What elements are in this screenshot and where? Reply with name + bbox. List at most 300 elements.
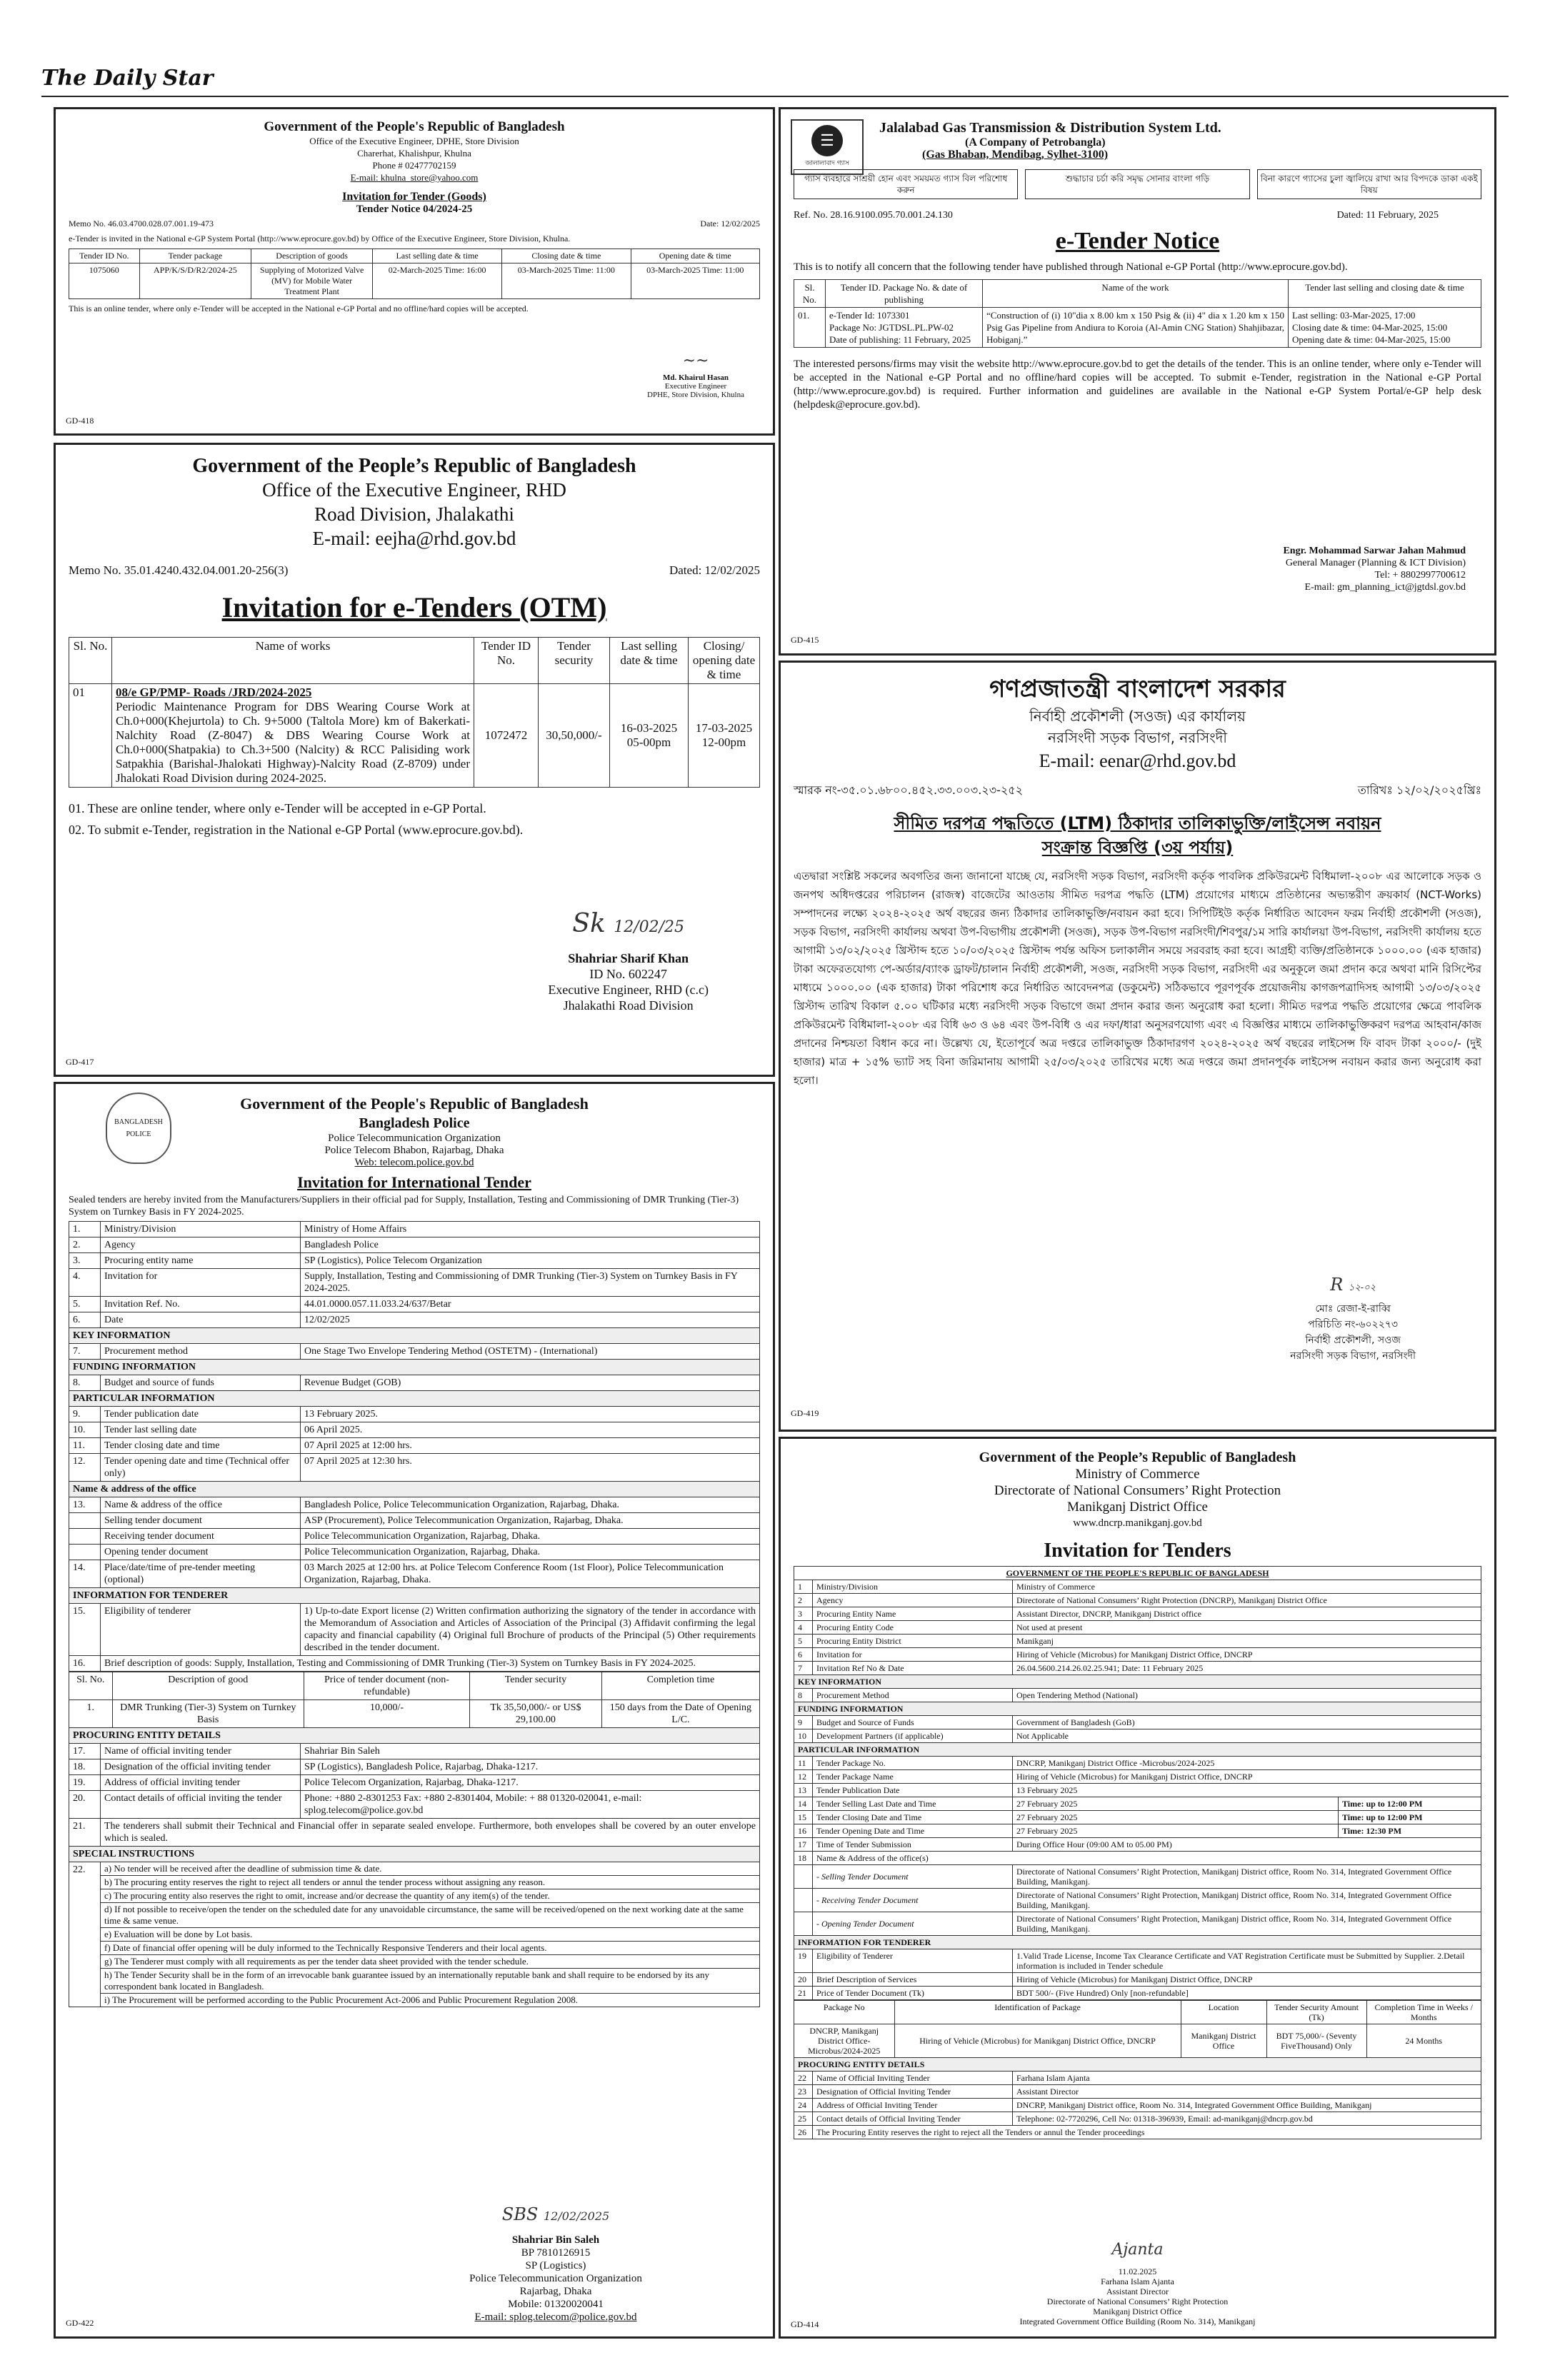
ad1-sig-line: DPHE, Store Division, Khulna [647,391,744,399]
ad3-table [69,1221,760,2007]
ad5-subtitle: সংক্রান্ত বিজ্ঞপ্তি (৩য় পর্যায়) [1041,838,1234,858]
table-row [69,1375,760,1391]
table-cell: Assistant Director, DNCRP, Manikganj District office [1013,1607,1481,1621]
table-cell: 4 [794,1621,813,1635]
table-cell: ASP (Procurement), Police Telecommunication Organization, Rajarbag, Dhaka. [301,1513,760,1529]
ad5-title: সীমিত দরপত্র পদ্ধতিতে (LTM) ঠিকাদার তালিকাভুক্তি/লাইসেন্স নবায়ন [894,813,1381,833]
ad1-line: Phone # 02477702159 [372,160,456,171]
table-cell: 12. [69,1454,101,1482]
table-cell: 17-03-2025 12-00pm [689,684,760,788]
column-header: Description of goods [251,249,373,263]
table-cell: 1. [69,1700,112,1728]
table-row [794,2072,1481,2085]
table-cell: 1075060 [69,263,140,299]
table-cell: Price of Tender Document (Tk) [813,1987,1013,2000]
table-cell: 5 [794,1635,813,1648]
table-cell: Date [101,1312,301,1328]
table-header-row [69,249,760,263]
ad1-date: Date: 12/02/2025 [700,219,760,229]
ad4-table [794,279,1481,348]
table-cell: 7 [794,1662,813,1675]
table-cell: Tender closing date and time [101,1438,301,1454]
table-cell: Police Telecom Organization, Rajarbag, Dhaka-1217. [301,1775,760,1791]
ad3-sig-line: BP 7810126915 [521,2247,591,2259]
table-cell: Tender last selling and closing date & time [1289,280,1481,308]
table-cell: Police Telecommunication Organization, Rajarbag, Dhaka. [301,1529,760,1545]
signature-image: ~~ [682,352,709,370]
table-cell: 07 April 2025 at 12:00 hrs. [301,1438,760,1454]
ad3-line: Police Telecommunication Organization [328,1133,501,1144]
table-row [69,1297,760,1312]
section-header [794,2058,1481,2072]
ad6-web[interactable]: www.dncrp.manikganj.gov.bd [1073,1517,1202,1529]
table-cell: GOVERNMENT OF THE PEOPLE'S REPUBLIC OF BANGLADESH [794,1567,1481,1580]
table-cell: 11. [69,1438,101,1454]
table-header-row [69,1672,759,1700]
section-header [69,1328,760,1344]
table-row [69,1312,760,1328]
column-header: Tender ID No. [69,249,140,263]
table-cell: Ministry/Division [813,1580,1013,1594]
table-row [69,1529,760,1545]
table-cell: 1) Up-to-date Export license (2) Written confirmation authorizing the signatory of the tender in accordance with the Memorandum of Association and Articles of Association of the Principal (3) Affidavit confirming the legal capacity and financial capability (4) Original full Brochure of products of the Principal (5) Other requirements described in the tender document. [301,1604,760,1656]
table-row [794,1662,1481,1675]
table-row [794,1811,1481,1824]
table-cell: 20. [69,1791,101,1819]
ad5-sig-line: নরসিংদী সড়ক বিভাগ, নরসিংদী [1290,1350,1416,1362]
table-cell: Designation of Official Inviting Tender [813,2085,1013,2099]
table-cell: Eligibility of tenderer [101,1604,301,1656]
table-cell: 10,000/- [304,1700,469,1728]
table-cell: Address of Official Inviting Tender [813,2099,1013,2112]
table-cell: Sl. No. [69,1672,112,1700]
table-cell: 16 [794,1824,813,1838]
column-header: Closing date & time [502,249,631,263]
ad6-sig-line: Directorate of National Consumers’ Right Protection [1046,2296,1229,2306]
ad2-package: 08/e GP/PMP- Roads /JRD/2024-2025 [116,686,312,699]
ad4-info: The interested persons/firms may visit the website http://www.eprocure.gov.bd to get the details of the tender. This is an online tender, where only e-Tender will be accepted in the National e-GP Portal and no offline/hard copies will be accepted. To submit e-Tender, registration in the National e-GP Portal (http://www.eprocure.gov.bd) is required. Further information and guidelines are available in the National e-GP System Portal/e-GP help desk (helpdesk@eprocure.gov.bd). [794,358,1481,411]
ad-rhd-jhalakathi [54,443,775,1077]
table-cell: INFORMATION FOR TENDERER [794,1936,1481,1949]
ad6-sig-line: Integrated Government Office Building (Room No. 314), Manikganj [1019,2316,1256,2326]
column-header: Last selling date & time [610,638,689,684]
table-cell: DNCRP, Manikganj District Office-Microbus/2024-2025 [794,2024,894,2058]
ad4-ref: Ref. No. 28.16.9100.095.70.001.24.130 [794,210,953,221]
ad-dphe-khulna [54,107,775,436]
ad4-signer: Engr. Mohammad Sarwar Jahan Mahmud [1283,546,1466,556]
table-cell: Invitation for [101,1269,301,1297]
table-cell: Revenue Budget (GOB) [301,1375,760,1391]
table-cell: Contact details of official inviting the tender [101,1791,301,1819]
table-cell: Shahriar Bin Saleh [301,1744,760,1759]
table-cell: INFORMATION FOR TENDERER [69,1588,760,1604]
table-row [794,1729,1481,1743]
table-cell: Budget and Source of Funds [813,1716,1013,1729]
ad1-notice: Tender Notice 04/2024-25 [356,204,473,215]
ad5-date: তারিখঃ ১২/০২/২০২৫খ্রিঃ [1357,783,1481,797]
table-cell: DMR Trunking (Tier-3) System on Turnkey Basis [112,1700,304,1728]
ad1-table [69,248,760,299]
table-cell: Supply, Installation, Testing and Commissioning of DMR Trunking (Tier-3) System on Turnkey Basis in FY 2024-2025. [301,1269,760,1297]
column-header: Last selling date & time [373,249,502,263]
ad1-sig-line: Executive Engineer [664,382,727,391]
table-row [69,1253,760,1269]
table-cell: Invitation Ref. No. [101,1297,301,1312]
table-cell: KEY INFORMATION [794,1675,1481,1689]
ad5-body: এতদ্বারা সংশ্লিষ্ট সকলের অবগতির জন্য জানানো যাচ্ছে যে, নরসিংদী সড়ক বিভাগ, নরসিংদী কর্তৃক পাবলিক প্রকিউরমেন্ট বিধিমালা-২০০৮ এর আলোকে সড়ক ও জনপথ অধিদপ্তরের পরিচালন (রাজস্ব) বাজেটের আওতায় সীমিত দরপত্র পদ্ধতি (LTM) প্রয়োগের মাধ্যমে প্রতিষ্ঠানের অভ্যন্তরীণ ক্রয়কার্য (NCT-Works) সম্পাদনের লক্ষ্যে ২০২৪-২০২৫ অর্থ বছরের জন্য ঠিকাদার তালিকাভুক্তি/নবায়ন করা হবে। সিপিটিইউ কর্তৃক নির্ধারিত আবেদন ফরম নির্বাহী প্রকৌশলী (সওজ), সড়ক বিভাগ, নরসিংদী কার্যালয় অথবা উপ-বিভাগীয় প্রকৌশলী (সওজ), সড়ক উপ-বিভাগ নরসিংদী/শিবপুর/১ম সারি কার্যালয়া উপ-বিভাগ, নরসিংদী কার্যালয় হতে আগামী ১৩/০২/২০২৫ খ্রিস্টাব্দ হতে ১০/০৩/২০২৫ খ্রিস্টাব্দ পর্যন্ত অফিস চলাকালীন সময়ে সরবরাহ করা হবে। আগ্রহী ব্যক্তি/প্রতিষ্ঠানকে ১০০০.০০ (এক হাজার) টাকা অফেরতযোগ্য পে-অর্ডার/ব্যাংক ড্রাফট/চালান নির্বাহী প্রকৌশলী, সওজ, নরসিংদী সড়ক বিভাগ, নরসিংদী এর অনুকূলে জমা প্রদান করে অথবা মানি রিসিপ্টের মাধ্যমে ১০০০.০০ (এক হাজার) টাকা পরিশোধ করে নির্ধারিত আবেদনপত্র (ডকুমেন্ট) সঠিকভাবে পূরণপূর্বক প্রয়োজনীয় কাগজপত্রাদিসহ আগামী ১৩/০৩/২০২৫ খ্রিস্টাব্দ তারিখ বিকাল ৫.০০ ঘটিকার মধ্যে নরসিংদী সড়ক বিভাগে জমা প্রদান করার জন্য অনুরোধ করা হলো। সীমিত দরপত্র পদ্ধতি প্রয়োগের ক্ষেত্রে পাবলিক প্রকিউরমেন্ট বিধিমালা-২০০৮ এর বিধি ৬৩ ও ৬৪ এবং উপ-বিধি ও এর দফা/ধারা অনুসরণযোগ্য এবং এ বিজ্ঞপ্তির মাধ্যমে তালিকাভুক্তিকরণ দরপত্র আহবান/কাজ প্রদানের নিশ্চয়তা বিধান করে না। উল্লেখ্য যে, ইতোপূর্বে অত্র দপ্তরে তালিকাভুক্ত ঠিকাদারগণ ২০২৪-২০২৫ অর্থ বছরের লাইসেন্স ফি বাবদ টাকা ২০০০/- (দুই হাজার) মাত্র + ১৫% ভ্যাট সহ বিনা জরিমানায় আগামী ২৫/০৩/২০২৫ তারিখের মধ্যে অত্র দপ্তরে জমা প্রদানপূর্বক লাইসেন্স নবায়ন করার জন্য অনুরোধ করা হলো। [794,870,1481,1087]
masthead: The Daily Star [41,66,214,91]
ad3-subheading: Bangladesh Police [359,1115,470,1131]
ad5-line: নির্বাহী প্রকৌশলী (সওজ) এর কার্যালয় [1029,708,1246,725]
ad1-email[interactable]: E-mail: khulna_store@yahoo.com [350,172,479,183]
table-cell: Phone: +880 2-8301253 Fax: +880 2-8301404, Mobile: + 88 01320-020041, e-mail: splog.telecom@police.gov.bd [301,1791,760,1819]
table-cell: 01. [794,308,826,348]
table-cell: “Construction of (i) 10"dia x 8.00 km x 150 Psig & (ii) 4" dia x 1.20 km x 150 Psig Gas Pipeline from Andiura to Koroia (Al-Amin CNG Station) Shahjibazar, Hobiganj.” [983,308,1289,348]
jalalabad-gas-logo: ☰ জালালাবাদ গ্যাস [791,119,864,175]
table-cell: 15 [794,1811,813,1824]
table-row [794,2112,1481,2126]
ad1-note: This is an online tender, where only e-Tender will be accepted in the National e-GP Portal and no offline/hard copies will be accepted. [69,303,529,313]
ad3-sig-email[interactable]: E-mail: splog.telecom@police.gov.bd [474,2311,637,2323]
table-cell: Opening tender document [101,1545,301,1560]
table-cell: 02-March-2025 Time: 16:00 [373,263,502,299]
ad-code: GD-418 [66,416,94,426]
table-cell: Brief description of goods: Supply, Installation, Testing and Commissioning of DMR Trunking (Tier-3) System on Turnkey Basis in FY 2024-2025. [101,1656,760,1672]
table-row [794,1594,1481,1607]
ad3-sig-line: Rajarbag, Dhaka [519,2286,592,2297]
table-cell: The tenderers shall submit their Technical and Financial offer in separate sealed envelope. Furthermore, both envelopes shall be covered by an outer envelope which is sealed. [101,1819,760,1847]
ad6-sig-line: Manikganj District Office [1093,2306,1182,2316]
ad1-line: Office of the Executive Engineer, DPHE, Store Division [309,136,519,146]
table-row [69,263,760,299]
table-cell: 150 days from the Date of Opening L/C. [601,1700,759,1728]
table-cell: Time: up to 12:00 PM [1339,1797,1481,1811]
table-cell [69,1529,101,1545]
table-cell: 16. [69,1656,101,1672]
table-cell: PARTICULAR INFORMATION [69,1391,760,1407]
table-cell: Time of Tender Submission [813,1838,1013,1852]
ad4-date: Dated: 11 February, 2025 [1336,210,1439,221]
table-cell: 27 February 2025 [1013,1824,1339,1838]
table-cell: 12/02/2025 [301,1312,760,1328]
ad4-sig-line: Tel: + 8802997700612 [1374,570,1466,581]
ad2-table [69,637,760,788]
table-cell: Tender Publication Date [813,1784,1013,1797]
police-emblem: BANGLADESH POLICE [106,1093,171,1164]
table-cell: Receiving tender document [101,1529,301,1545]
table-row [794,1973,1481,1987]
table-cell: 13 [794,1784,813,1797]
column-header: Sl. No. [69,638,112,684]
table-row [69,1344,760,1360]
ad1-intro: e-Tender is invited in the National e-GP System Portal (http://www.eprocure.gov.bd) by Office of the Executive Engineer, Store Division, Khulna. [69,234,571,243]
table-cell: Invitation Ref No & Date [813,1662,1013,1675]
ad-rhd-narsingdi [779,661,1496,1432]
table-cell: 26 [794,2126,813,2139]
table-cell: 22 [794,2072,813,2085]
table-header-row [794,2001,1481,2024]
table-cell: Agency [813,1594,1013,1607]
ad-code: GD-417 [66,1057,94,1067]
table-row [69,1422,760,1438]
ad2-signer: Shahriar Sharif Khan [568,951,689,965]
table-cell: Hiring of Vehicle (Microbus) for Manikganj District Office, DNCRP [1013,1770,1481,1784]
section-header [794,1675,1481,1689]
table-cell: 23 [794,2085,813,2099]
table-cell: 26.04.5600.214.26.02.25.941; Date: 11 February 2025 [1013,1662,1481,1675]
table-cell: Address of official inviting tender [101,1775,301,1791]
table-cell [112,684,474,788]
ad6-line: Directorate of National Consumers’ Right Protection [994,1483,1281,1498]
table-cell: Time: up to 12:00 PM [1339,1811,1481,1824]
ad5-email[interactable]: E-mail: eenar@rhd.gov.bd [1039,750,1236,771]
ad6-title: Invitation for Tenders [1044,1540,1231,1562]
table-cell: 2 [794,1594,813,1607]
table-cell: 06 April 2025. [301,1422,760,1438]
table-cell: Hiring of Vehicle (Microbus) for Manikganj District Office, DNCRP [1013,1973,1481,1987]
table-row [794,2126,1481,2139]
table-cell: Name of the work [983,280,1289,308]
table-cell: 1 [794,1580,813,1594]
table-cell: Identification of Package [894,2001,1181,2024]
table-cell: 12 [794,1770,813,1784]
table-cell: 22. [69,1862,101,2007]
ad4-heading: Jalalabad Gas Transmission & Distribution System Ltd. [879,120,1221,136]
table-cell: Tender Package Name [813,1770,1013,1784]
ad3-web[interactable]: Web: telecom.police.gov.bd [354,1157,474,1168]
table-cell: Manikganj [1013,1635,1481,1648]
table-cell: Not used at present [1013,1621,1481,1635]
table-cell: Tender ID. Package No. & date of publishing [826,280,983,308]
ad-code: GD-415 [791,635,819,645]
signature-image: R ১২-০২ [1330,1275,1376,1295]
ad2-sig-line: Jhalakathi Road Division [563,998,694,1013]
table-cell: Name & address of the office [101,1497,301,1513]
section-header [69,1728,760,1744]
section-header [794,1936,1481,1949]
ad2-line: Office of the Executive Engineer, RHD [262,479,566,501]
table-cell: 6 [794,1648,813,1662]
table-cell: Tender Security Amount (Tk) [1266,2001,1366,2024]
ad5-signer: মোঃ রেজা-ই-রাব্বি [1315,1303,1391,1315]
table-cell: 07 April 2025 at 12:30 hrs. [301,1454,760,1482]
section-header [794,1702,1481,1716]
table-row [69,1269,760,1297]
table-cell: 15. [69,1604,101,1656]
table-cell: 24 Months [1366,2024,1481,2058]
table-cell: Time: 12:30 PM [1339,1824,1481,1838]
table-row [69,1454,760,1482]
table-cell: SP (Logistics), Police Telecom Organization [301,1253,760,1269]
table-cell: 4. [69,1269,101,1297]
table-cell: Hiring of Vehicle (Microbus) for Manikganj District Office, DNCRP [894,2024,1181,2058]
column-header: Tender package [139,249,251,263]
table-cell: Selling tender document [101,1513,301,1529]
table-cell: - Selling Tender Document [813,1865,1013,1889]
ad4-intro: This is to notify all concern that the following tender have published through National e-GP Portal (http://www.eprocure.gov.bd). [794,261,1348,273]
table-cell: Price of tender document (non-refundable) [304,1672,469,1700]
ad2-memo: Memo No. 35.01.4240.432.04.001.20-256(3) [69,563,289,577]
ad6-signer: Farhana Islam Ajanta [1101,2276,1174,2286]
table-row [794,1784,1481,1797]
table-cell: Bangladesh Police [301,1237,760,1253]
ad4-slogan: বিনা কারণে গ্যাসের চুলা জ্বালিয়ে রাখা আর বিপদকে ডাকা একই বিষয় [1257,169,1481,199]
table-cell: 24 [794,2099,813,2112]
ad-police-telecom [54,1082,775,2339]
table-cell: Supplying of Motorized Valve (MV) for Mobile Water Treatment Plant [251,263,373,299]
table-cell: 16-03-2025 05-00pm [610,684,689,788]
table-cell: FUNDING INFORMATION [794,1702,1481,1716]
ad2-date: Dated: 12/02/2025 [669,563,760,577]
table-cell: 14 [794,1797,813,1811]
table-cell: 18. [69,1759,101,1775]
section-header [69,1588,760,1604]
table-cell: Completion Time in Weeks / Months [1366,2001,1481,2024]
table-row [794,1635,1481,1648]
table-cell: 2. [69,1237,101,1253]
ad1-signer: Md. Khairul Hasan [663,373,729,382]
table-row [69,1759,760,1775]
table-cell: 25 [794,2112,813,2126]
table-cell: 3. [69,1253,101,1269]
table-row [69,1819,760,1847]
table-cell: Open Tendering Method (National) [1013,1689,1481,1702]
section-header [69,1391,760,1407]
table-cell: Ministry/Division [101,1222,301,1237]
table-cell: BDT 75,000/- (Seventy FiveThousand) Only [1266,2024,1366,2058]
table-cell: 11 [794,1757,813,1770]
table-cell: PARTICULAR INFORMATION [794,1743,1481,1757]
table-cell: PROCURING ENTITY DETAILS [794,2058,1481,2072]
table-cell: Brief Description of Services [813,1973,1013,1987]
table-cell: 19. [69,1775,101,1791]
table-cell: 7. [69,1344,101,1360]
column-header: Tender ID No. [474,638,539,684]
table-row [69,1438,760,1454]
table-row [794,1716,1481,1729]
ad4-slogan: শুদ্ধাচার চর্চা করি সমৃদ্ধ সোনার বাংলা গড়ি [1025,169,1249,199]
table-cell: Ministry of Home Affairs [301,1222,760,1237]
ad6-package-table [794,2000,1481,2057]
table-cell: 10. [69,1422,101,1438]
table-cell: Invitation for [813,1648,1013,1662]
table-cell: 1. [69,1222,101,1237]
table-cell: 3 [794,1607,813,1621]
table-row [69,1237,760,1253]
table-cell: Directorate of National Consumers’ Right Protection, Manikganj District office, Room No. 314, Integrated Government Office Building, Manikganj. [1013,1865,1481,1889]
section-header [69,1482,760,1497]
table-cell: 14. [69,1560,101,1588]
table-cell: Designation of the official inviting tender [101,1759,301,1775]
table-cell: 1072472 [474,684,539,788]
ad3-heading: Government of the People's Republic of Bangladesh [240,1095,589,1113]
table-cell: Procuring Entity Code [813,1621,1013,1635]
table-cell: Tender last selling date [101,1422,301,1438]
table-row [794,1912,1481,1936]
table-row [69,1407,760,1422]
table-cell: Tender Opening Date and Time [813,1824,1013,1838]
ad6-table [794,1566,1481,2139]
table-cell: 18 [794,1852,813,1865]
ad5-heading: গণপ্রজাতন্ত্রী বাংলাদেশ সরকার [989,675,1286,703]
table-cell: Directorate of National Consumers’ Right Protection (DNCRP), Manikganj District Office [1013,1594,1481,1607]
table-cell: Tender Selling Last Date and Time [813,1797,1013,1811]
table-row [794,1889,1481,1912]
section-header [69,1360,760,1375]
ad1-line: Charerhat, Khalishpur, Khulna [357,148,471,159]
table-cell: 8 [794,1689,813,1702]
ad2-email[interactable]: E-mail: eejha@rhd.gov.bd [312,528,516,549]
table-cell: 21. [69,1819,101,1847]
table-row [794,1852,1481,1865]
ad1-memo: Memo No. 46.03.4700.028.07.001.19-473 [69,219,214,229]
ad6-sig-date: 11.02.2025 [1118,2266,1157,2276]
table-cell: Completion time [601,1672,759,1700]
table-cell: Procuring entity name [101,1253,301,1269]
table-cell: Agency [101,1237,301,1253]
ad2-note: 02. To submit e-Tender, registration in the National e-GP Portal (www.eprocure.gov.bd). [69,823,524,837]
table-row [794,1838,1481,1852]
ad4-title: e-Tender Notice [1055,228,1220,254]
ad6-heading: Government of the People’s Republic of Bangladesh [979,1450,1296,1465]
table-row [794,1607,1481,1621]
table-row [794,1770,1481,1784]
table-cell: Hiring of Vehicle (Microbus) for Manikganj District Office, DNCRP [1013,1648,1481,1662]
table-row [794,1987,1481,2000]
table-row [794,1949,1481,1973]
table-row [794,1580,1481,1594]
ad3-goods-table [69,1672,759,1727]
table-row [69,1545,760,1560]
table-cell: 17. [69,1744,101,1759]
column-header: Opening date & time [631,249,759,263]
table-cell: Sl. No. [794,280,826,308]
table-cell [69,1545,101,1560]
table-row [794,2024,1481,2058]
table-cell: Government of Bangladesh (GoB) [1013,1716,1481,1729]
ad3-signer: Shahriar Bin Saleh [511,2234,600,2246]
table-row [69,1497,760,1513]
table-header-row [794,280,1481,308]
table-cell: Place/date/time of pre-tender meeting (optional) [101,1560,301,1588]
table-cell: BDT 500/- (Five Hundred) Only [non-refundable] [1013,1987,1481,2000]
table-cell: Procuring Entity Name [813,1607,1013,1621]
ad1-heading: Government of the People's Republic of Bangladesh [264,119,565,134]
table-cell: 17 [794,1838,813,1852]
masthead-rule [41,96,1509,97]
ad4-slogan: গ্যাস ব্যবহারে সাশ্রয়ী হোন এবং সময়মত গ্যাস বিল পরিশোধ করুন [794,169,1018,199]
table-cell: - Opening Tender Document [813,1912,1013,1936]
table-cell: Name of official inviting tender [101,1744,301,1759]
section-header [794,1567,1481,1580]
table-cell: 30,50,000/- [539,684,610,788]
table-cell: Police Telecommunication Organization, Rajarbag, Dhaka. [301,1545,760,1560]
table-row [69,1791,760,1819]
ad4-address: (Gas Bhaban, Mendibag, Sylhet-3100) [922,149,1109,161]
table-row [794,1824,1481,1838]
table-cell: 27 February 2025 [1013,1797,1339,1811]
column-header: Closing/ opening date & time [689,638,760,684]
table-cell: Tk 35,50,000/- or US$ 29,100.00 [470,1700,602,1728]
table-cell: 5. [69,1297,101,1312]
ad4-subheading: (A Company of Petrobangla) [965,136,1106,149]
table-cell: Bangladesh Police, Police Telecommunication Organization, Rajarbag, Dhaka. [301,1497,760,1513]
table-cell: Tender security [470,1672,602,1700]
table-cell: Not Applicable [1013,1729,1481,1743]
table-row [794,2099,1481,2112]
section-header [69,1847,760,1862]
ad-dncrp-manikganj [779,1437,1496,2339]
